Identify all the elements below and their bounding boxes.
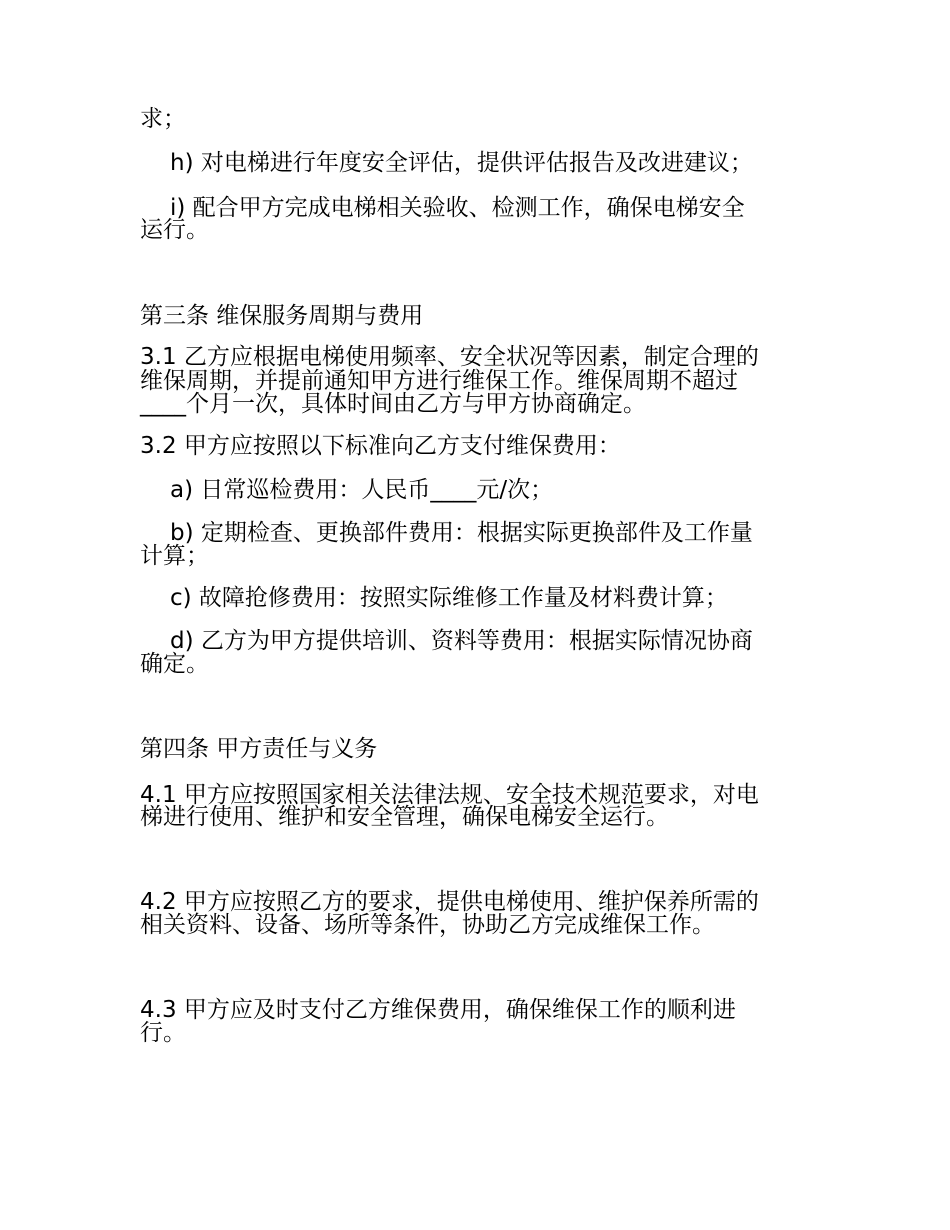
section-heading-4: 第四条 甲方责任与义务	[140, 736, 378, 762]
clause-4-2: 4.2 甲方应按照乙方的要求，提供电梯使用、维护保养所需的	[140, 889, 759, 915]
clause-4-1: 4.1 甲方应按照国家相关法律法规、安全技术规范要求，对电	[140, 782, 759, 808]
list-item-b: b) 定期检查、更换部件费用：根据实际更换部件及工作量	[170, 520, 753, 546]
list-item-b-continued: 计算；	[140, 543, 209, 569]
list-item-c: c) 故障抢修费用：按照实际维修工作量及材料费计算；	[170, 585, 728, 611]
list-item-a: a) 日常巡检费用：人民币____元/次；	[170, 477, 554, 503]
list-item-i-continued: 运行。	[140, 217, 209, 243]
clause-3-1: 3.1 乙方应根据电梯使用频率、安全状况等因素，制定合理的	[140, 344, 759, 370]
list-item-d: d) 乙方为甲方提供培训、资料等费用：根据实际情况协商	[170, 628, 753, 654]
section-heading-3: 第三条 维保服务周期与费用	[140, 303, 424, 329]
clause-3-1-continued: ____个月一次，具体时间由乙方与甲方协商确定。	[140, 391, 646, 417]
list-item-d-continued: 确定。	[140, 651, 209, 677]
clause-3-2: 3.2 甲方应按照以下标准向乙方支付维保费用：	[140, 433, 621, 459]
list-item-h: h) 对电梯进行年度安全评估，提供评估报告及改进建议；	[170, 150, 753, 176]
clause-4-2-continued: 相关资料、设备、场所等条件，协助乙方完成维保工作。	[140, 912, 715, 938]
clause-3-1-continued: 维保周期，并提前通知甲方进行维保工作。维保周期不超过	[140, 368, 738, 394]
clause-4-1-continued: 梯进行使用、维护和安全管理，确保电梯安全运行。	[140, 804, 669, 830]
clause-4-3-continued: 行。	[140, 1020, 186, 1046]
list-item-i: i) 配合甲方完成电梯相关验收、检测工作，确保电梯安全	[170, 195, 745, 221]
text-line: 求；	[140, 106, 186, 132]
clause-4-3: 4.3 甲方应及时支付乙方维保费用，确保维保工作的顺利进	[140, 997, 736, 1023]
